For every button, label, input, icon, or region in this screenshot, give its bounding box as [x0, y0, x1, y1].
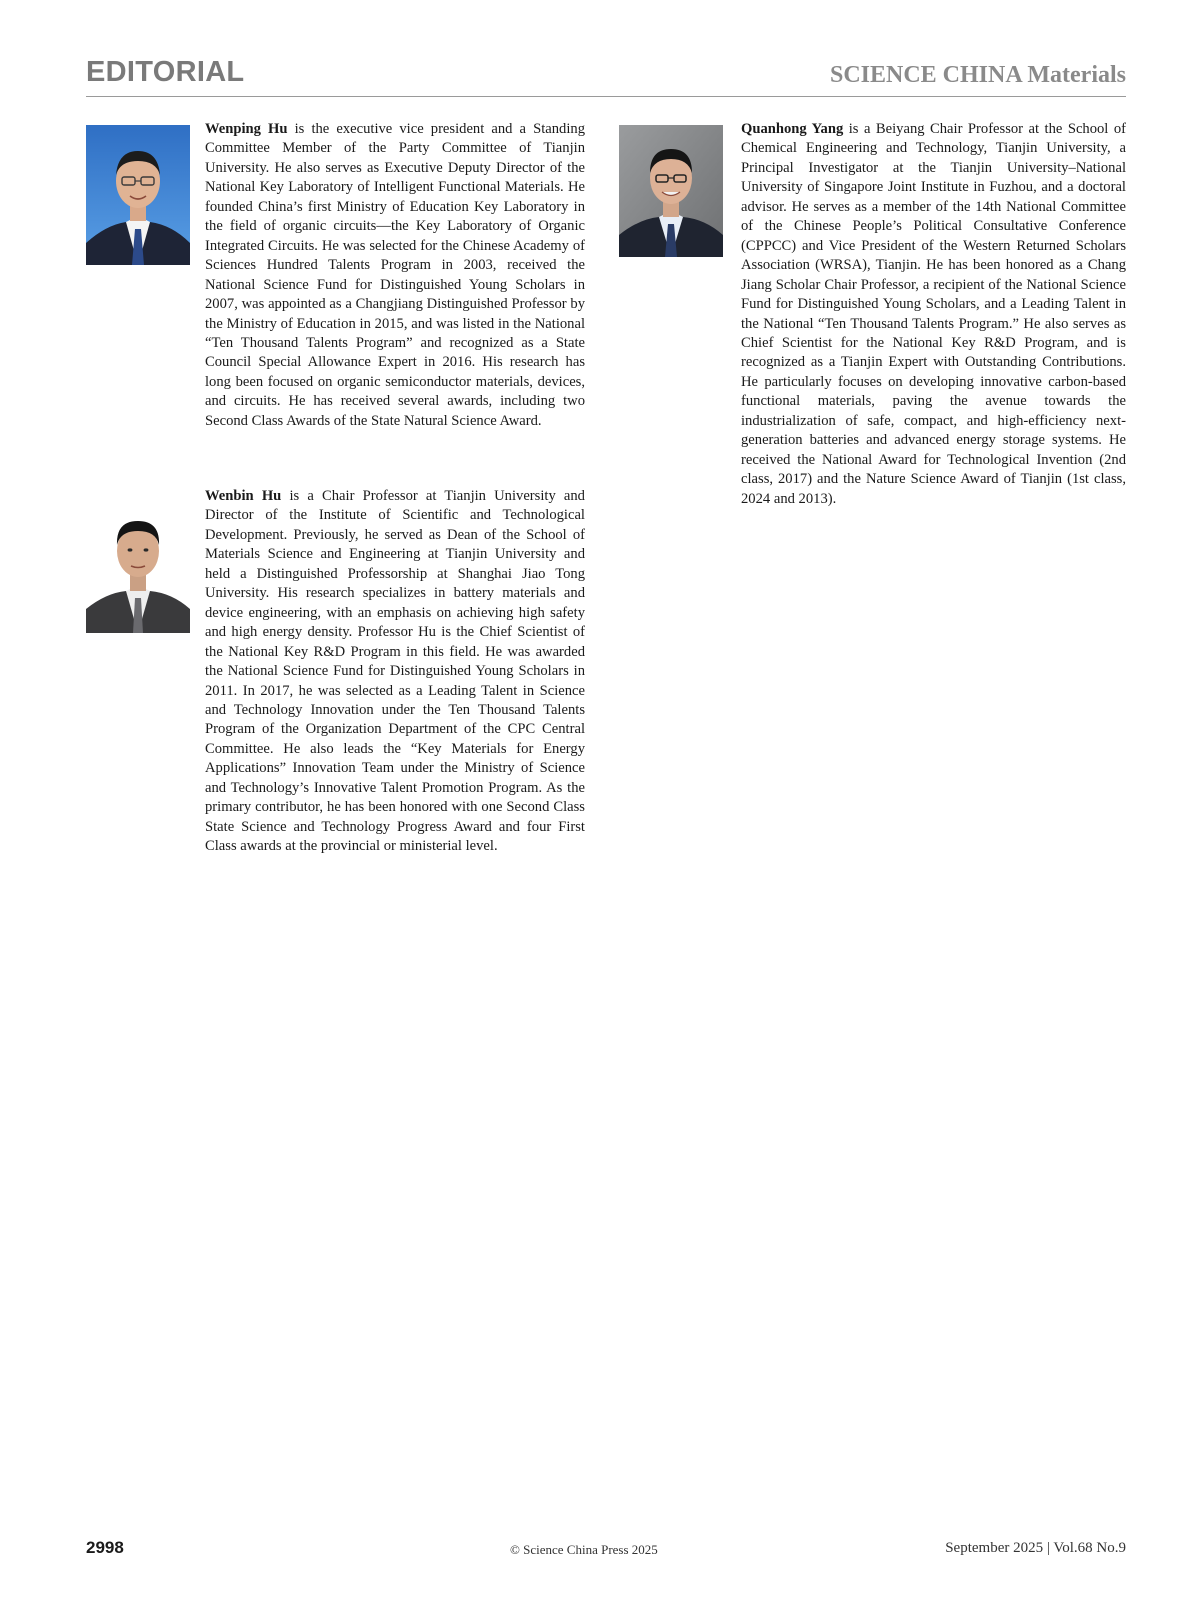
- portrait-wenbin-hu: [86, 493, 190, 633]
- bio-quanhong-yang: [741, 120, 1126, 509]
- issue-info: September 2025 | Vol.68 No.9: [945, 1540, 1126, 1556]
- portrait-wenping-hu: [86, 125, 190, 265]
- bio-wenping-hu: [205, 120, 585, 431]
- bio-body: is a Chair Professor at Tianjin University and Director of the Institute of Scientific and Technological Development. Previously, he served as Dean of the School of Materials Science and Engineering at Tianjin University and held a Distinguished Professorship at Shanghai Jiao Tong University. His research specializes in battery materials and device engineering, with an emphasis on achieving high safety and high energy density. Professor Hu is the Chief Scientist of the National Key R&D Program in this field. He was awarded the National Science Fund for Distinguished Young Scholars in 2011. In 2017, he was selected as a Leading Talent in Science and Technology Innovation under the Ten Thousand Talents Program of the Organization Department of the CPC Central Committee. He also leads the “Key Materials for Energy Applications” Innovation Team under the Ministry of Science and Technology’s Innovative Talent Promotion Program. As the primary contributor, he has been honored with one Second Class State Science and Technology Progress Award and four First Class awards at the provincial or ministerial level.: [205, 488, 585, 855]
- bio-body: is a Beiyang Chair Professor at the School of Chemical Engineering and Technology, Tianjin University, a Principal Investigator at the Tianjin University–National University of Singapore Joint Institute in Fuzhou, and a doctoral advisor. He serves as a member of the 14th National Committee of the Chinese People’s Political Consultative Conference (CPPCC) and Vice President of the Western Returned Scholars Association (WRSA), Tianjin. He has been honored as a Chang Jiang Scholar Chair Professor, a recipient of the National Science Fund for Distinguished Young Scholars, and a Leading Talent in the National “Ten Thousand Talents Program.” He also serves as Chief Scientist for the National Key R&D Program, and is recognized as a Tianjin Expert with Outstanding Contributions. He particularly focuses on developing innovative carbon-based functional materials, paving the avenue towards the industrialization of safe, compact, and high-efficiency next-generation batteries and advanced energy storage systems. He received the National Award for Technological Invention (2nd class, 2017) and the Nature Science Award of Tianjin (1st class, 2024 and 2013).: [741, 121, 1126, 507]
- copyright-notice: © Science China Press 2025: [510, 1542, 658, 1557]
- page-number: 2998: [86, 1538, 124, 1557]
- author-name: Wenping Hu: [205, 121, 288, 137]
- journal-name: SCIENCE CHINA Materials: [829, 62, 1126, 88]
- header-rule: [86, 96, 1126, 97]
- section-label: EDITORIAL: [86, 56, 245, 88]
- author-name: Quanhong Yang: [741, 121, 844, 137]
- portrait-quanhong-yang: [619, 125, 723, 257]
- page-header: [86, 56, 1126, 98]
- author-name: Wenbin Hu: [205, 488, 282, 504]
- bio-body: is the executive vice president and a Standing Committee Member of the Party Committee of Tianjin University. He also serves as Executive Deputy Director of the National Key Laboratory of Intelligent Functional Materials. He founded China’s first Ministry of Education Key Laboratory in the field of organic circuits—the Key Laboratory of Organic Integrated Circuits. He was selected for the Chinese Academy of Sciences Hundred Talents Program in 2003, received the National Science Fund for Distinguished Young Scholars in 2007, was appointed as a Changjiang Distinguished Professor by the Ministry of Education in 2015, and was listed in the National “Ten Thousand Talents Program” and recognized as a State Council Special Allowance Expert in 2016. His research has long been focused on organic semiconductor materials, devices, and circuits. He has received several awards, including two Second Class Awards of the State Natural Science Award.: [205, 121, 585, 429]
- bio-wenbin-hu: [205, 487, 585, 857]
